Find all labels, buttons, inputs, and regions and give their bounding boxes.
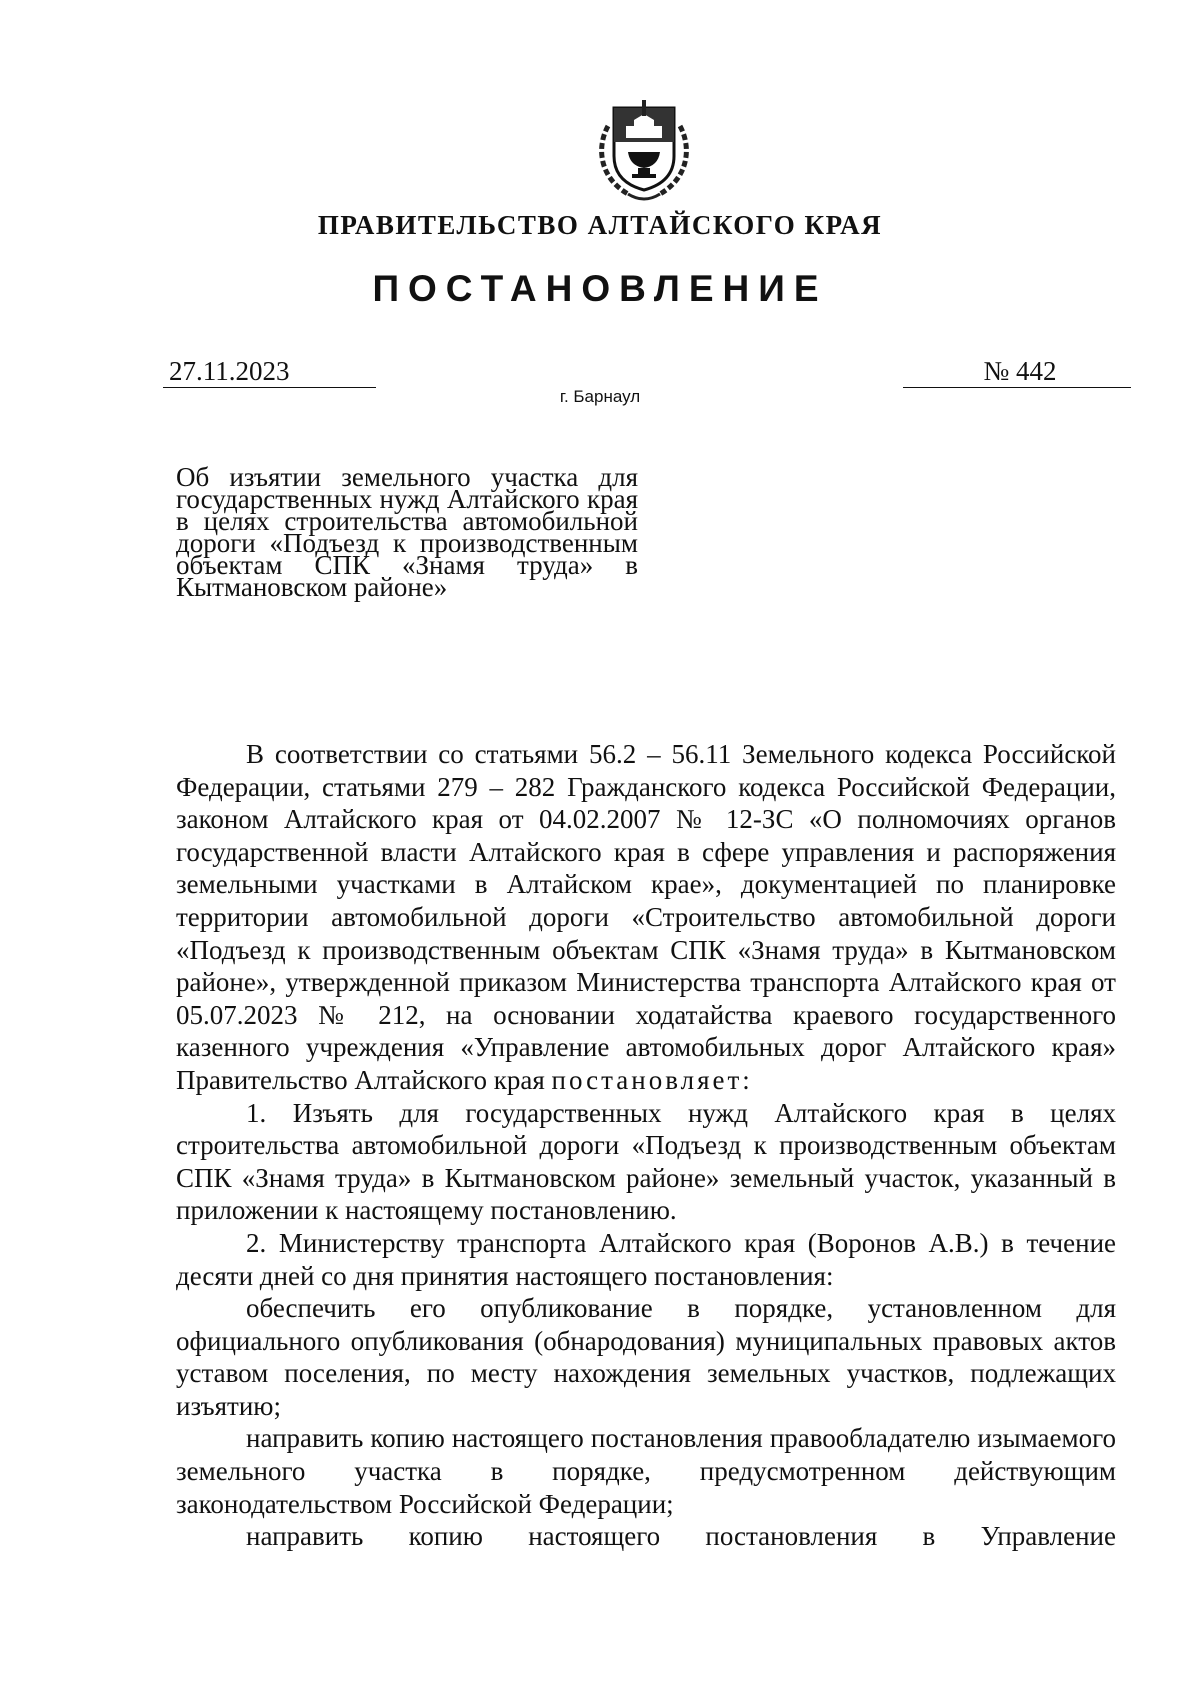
document-body (176, 738, 1116, 1553)
item-1-paragraph: 1. Изъять для государственных нужд Алтайского края в целях строительства автомобильной дороги «Подъезд к производственным объектам СПК «Знамя труда» в Кытмановском районе» земельный участок, указанный в приложении к настоящему постановлению. (176, 1097, 1116, 1226)
document-type: ПОСТАНОВЛЕНИЕ (372, 268, 828, 309)
organization-name: ПРАВИТЕЛЬСТВО АЛТАЙСКОГО КРАЯ (317, 210, 883, 240)
document-number: № 442 (903, 355, 1131, 388)
document-date: 27.11.2023 (163, 355, 376, 388)
document-subject: Об изъятии земельного участка для государственных нужд Алтайского края в целях строительства автомобильной дороги «Подъезд к производственным объектам СПК «Знамя труда» в Кытмановском районе» (176, 462, 638, 602)
item-2-paragraph: 2. Министерству транспорта Алтайского края (Воронов А.В.) в течение десяти дней со дня принятия настоящего постановления: (176, 1227, 1116, 1291)
preamble-text: В соответствии со статьями 56.2 – 56.11 Земельного кодекса Российской Федерации, статьями 279 – 282 Гражданского кодекса Российской Федерации, законом Алтайского края от 04.02.2007 № 12-ЗС «О полномочиях органов государственной власти Алтайского края в сфере управления и распоряжения земельными участками в Алтайском крае», документацией по планировке территории автомобильной дороги «Строительство автомобильной дороги «Подъезд к производственным объектам СПК «Знамя труда» в Кытмановском районе», утвержденной приказом Министерства транспорта Алтайского края от 05.07.2023 № 212, на основании ходатайства краевого государственного казенного учреждения «Управление автомобильных дорог Алтайского края» Правительство Алтайского края (176, 739, 1116, 1095)
subitem-notify-owner-paragraph: направить копию настоящего постановления правообладателю изымаемого земельного участка в порядке, предусмотренном действующим законодательством Российской Федерации; (176, 1423, 1116, 1519)
resolves-word: постановляет: (551, 1064, 753, 1095)
preamble-paragraph (176, 738, 1116, 1097)
subitem-publish-paragraph: обеспечить его опубликование в порядке, установленном для официального опубликования (обнародования) муниципальных правовых актов уставом поселения, по месту нахождения земельных участков, подлежащих изъятию; (176, 1293, 1116, 1421)
city-name: г. Барнаул (559, 387, 641, 406)
coat-of-arms-emblem (588, 86, 700, 206)
subitem-send-copy-paragraph: направить копию настоящего постановления в Управление (246, 1521, 1116, 1552)
